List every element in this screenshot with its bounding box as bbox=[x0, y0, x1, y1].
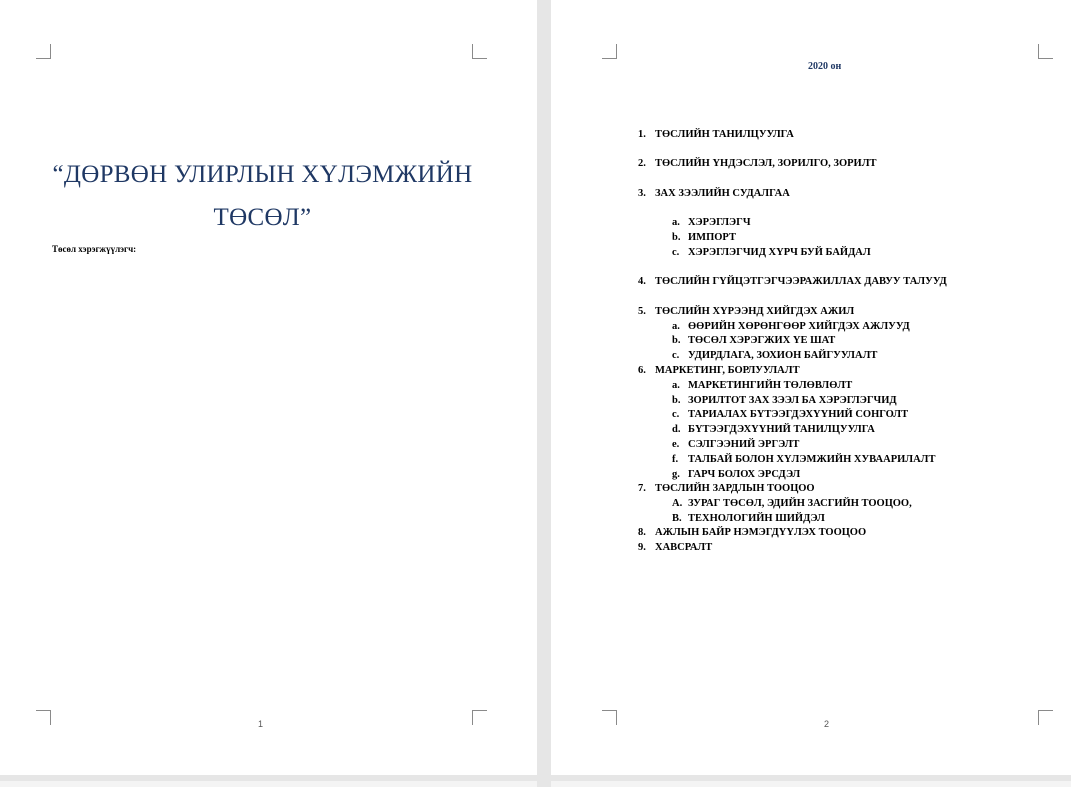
document-year: 2020 он bbox=[808, 61, 842, 72]
toc-item: МАРКЕТИНГ, БОРЛУУЛАЛТ bbox=[655, 365, 800, 376]
toc-subitem: ХЭРЭГЛЭГЧ bbox=[688, 217, 751, 228]
toc-item: ТӨСЛИЙН ГҮЙЦЭТГЭГЧЭЭРАЖИЛЛАХ ДАВУУ ТАЛУУД bbox=[655, 276, 947, 287]
toc-item: ТӨСЛИЙН ЗАРДЛЫН ТООЦОО bbox=[655, 483, 815, 494]
next-pages-strip bbox=[0, 775, 1071, 787]
margin-corner-bottom-left bbox=[36, 710, 51, 725]
margin-corner-bottom-left bbox=[602, 710, 617, 725]
margin-corner-top-right bbox=[1038, 44, 1053, 59]
toc-item-number: 6. bbox=[638, 365, 646, 376]
toc-item-number: 7. bbox=[638, 483, 646, 494]
toc-subitem: ХЭРЭГЛЭГЧИД ХҮРЧ БУЙ БАЙДАЛ bbox=[688, 247, 871, 258]
margin-corner-top-left bbox=[602, 44, 617, 59]
toc-subitem-letter: b. bbox=[672, 335, 681, 346]
toc-subitem-letter: b. bbox=[672, 232, 681, 243]
toc-subitem: УДИРДЛАГА, ЗОХИОН БАЙГУУЛАЛТ bbox=[688, 350, 878, 361]
toc-item: ТӨСЛИЙН ХҮРЭЭНД ХИЙГДЭХ АЖИЛ bbox=[655, 306, 855, 317]
document-page-1 bbox=[0, 0, 537, 775]
toc-subitem-letter: c. bbox=[672, 247, 680, 258]
margin-corner-top-right bbox=[472, 44, 487, 59]
toc-subitem-letter: c. bbox=[672, 409, 680, 420]
toc-item-number: 9. bbox=[638, 542, 646, 553]
toc-subitem: ИМПОРТ bbox=[688, 232, 736, 243]
toc-subitem: СЭЛГЭЭНИЙ ЭРГЭЛТ bbox=[688, 439, 800, 450]
margin-corner-top-left bbox=[36, 44, 51, 59]
toc-item: ХАВСРАЛТ bbox=[655, 542, 713, 553]
toc-subitem: ТАРИАЛАХ БҮТЭЭГДЭХҮҮНИЙ СОНГОЛТ bbox=[688, 409, 909, 420]
toc-subitem: БҮТЭЭГДЭХҮҮНИЙ ТАНИЛЦУУЛГА bbox=[688, 424, 875, 435]
toc-subitem: МАРКЕТИНГИЙН ТӨЛӨВЛӨЛТ bbox=[688, 380, 853, 391]
toc-item-number: 5. bbox=[638, 306, 646, 317]
toc-subitem: ТЕХНОЛОГИЙН ШИЙДЭЛ bbox=[688, 513, 825, 524]
toc-subitem-letter: A. bbox=[672, 498, 683, 509]
toc-item-number: 4. bbox=[638, 276, 646, 287]
page-number: 2 bbox=[824, 719, 830, 729]
toc-subitem: ТӨСӨЛ ХЭРЭГЖИХ ҮЕ ШАТ bbox=[688, 335, 836, 346]
toc-subitem: ТАЛБАЙ БОЛОН ХҮЛЭМЖИЙН ХУВААРИЛАЛТ bbox=[688, 454, 936, 465]
toc-item: ЗАХ ЗЭЭЛИЙН СУДАЛГАА bbox=[655, 188, 790, 199]
document-page-2 bbox=[551, 0, 1071, 775]
toc-item-number: 3. bbox=[638, 188, 646, 199]
toc-item-number: 2. bbox=[638, 158, 646, 169]
toc-subitem: ГАРЧ БОЛОХ ЭРСДЭЛ bbox=[688, 469, 801, 480]
toc-subitem: ӨӨРИЙН ХӨРӨНГӨӨР ХИЙГДЭХ АЖЛУУД bbox=[688, 321, 910, 332]
toc-subitem: ЗУРАГ ТӨСӨЛ, ЭДИЙН ЗАСГИЙН ТООЦОО, bbox=[688, 498, 912, 509]
document-title-line-2: ТӨСӨЛ” bbox=[213, 204, 312, 231]
next-page-edge-right bbox=[551, 781, 1071, 787]
toc-item: ТӨСЛИЙН ҮНДЭСЛЭЛ, ЗОРИЛГО, ЗОРИЛТ bbox=[655, 158, 877, 169]
toc-subitem-letter: g. bbox=[672, 469, 680, 480]
toc-subitem: ЗОРИЛТОТ ЗАХ ЗЭЭЛ БА ХЭРЭГЛЭГЧИД bbox=[688, 395, 897, 406]
next-page-edge-left bbox=[0, 781, 537, 787]
project-implementer-label: Төсөл хэрэгжүүлэгч: bbox=[52, 244, 137, 254]
toc-subitem-letter: b. bbox=[672, 395, 681, 406]
toc-item-number: 1. bbox=[638, 129, 646, 140]
toc-subitem-letter: a. bbox=[672, 217, 680, 228]
toc-item-number: 8. bbox=[638, 527, 646, 538]
page-number: 1 bbox=[258, 719, 264, 729]
toc-subitem-letter: c. bbox=[672, 350, 680, 361]
toc-subitem-letter: d. bbox=[672, 424, 681, 435]
page-gap bbox=[537, 0, 551, 787]
margin-corner-bottom-right bbox=[472, 710, 487, 725]
toc-item: АЖЛЫН БАЙР НЭМЭГДҮҮЛЭХ ТООЦОО bbox=[655, 527, 867, 538]
toc-subitem-letter: a. bbox=[672, 321, 680, 332]
toc-item: ТӨСЛИЙН ТАНИЛЦУУЛГА bbox=[655, 129, 794, 140]
toc-subitem-letter: f. bbox=[672, 454, 679, 465]
toc-subitem-letter: B. bbox=[672, 513, 682, 524]
document-title-line-1: “ДӨРВӨН УЛИРЛЫН ХҮЛЭМЖИЙН bbox=[52, 161, 473, 188]
toc-subitem-letter: e. bbox=[672, 439, 680, 450]
toc-subitem-letter: a. bbox=[672, 380, 680, 391]
margin-corner-bottom-right bbox=[1038, 710, 1053, 725]
